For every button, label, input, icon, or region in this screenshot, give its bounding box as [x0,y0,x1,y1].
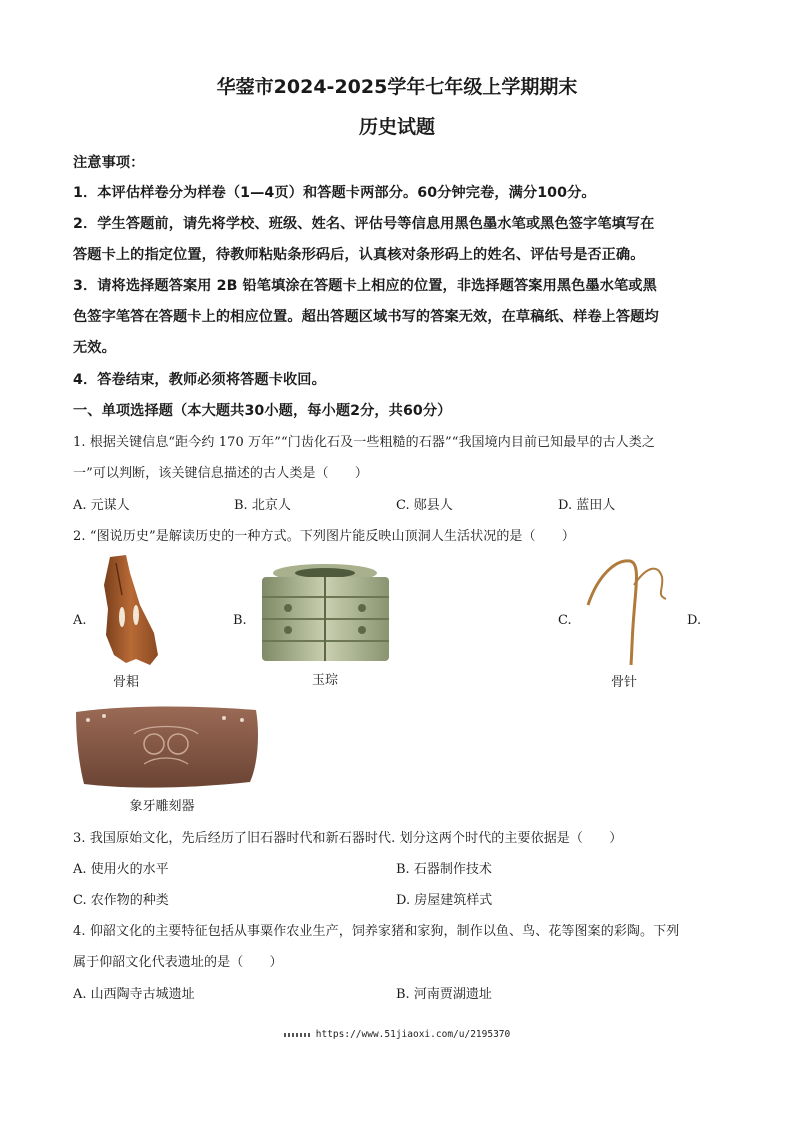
question-4-line-1: 4. 仰韶文化的主要特征包括从事粟作农业生产，饲养家猪和家狗，制作以鱼、鸟、花等图案的彩陶。下列 [73,924,680,939]
footer [0,1029,794,1040]
notes-item-3-line-1: 3．请将选择题答案用 2B 铅笔填涂在答题卡上相应的位置，非选择题答案用黑色墨水笔或黑 [73,278,657,294]
question-1-option-d: D. 蓝田人 [558,498,616,513]
question-4-option-a: A. 山西陶寺古城遗址 [73,987,195,1002]
notes-item-2-line-2: 答题卡上的指定位置，待教师粘贴条形码后，认真核对条形码上的姓名、评估号是否正确。 [73,247,645,263]
question-3-option-d: D. 房屋建筑样式 [396,893,493,908]
caption-jade-cong: 玉琮 [311,673,338,688]
notes-item-3-line-3: 无效。 [73,340,116,356]
footer-logo-icon [284,1033,310,1037]
question-2-label-a: A. [73,613,87,628]
notes-heading: 注意事项： [73,155,145,171]
question-2-line-1: 2. “图说历史”是解读历史的一种方式。下列图片能反映山顶洞人生活状况的是（ ） [73,529,575,544]
question-4-option-b: B. 河南贾湖遗址 [396,987,492,1002]
exam-title: 华蓥市2024-2025学年七年级上学期期末 [216,76,578,98]
ivory-carving-image [74,704,264,790]
question-1-line-2: 一”可以判断，该关键信息描述的古人类是（ ） [73,466,368,481]
caption-ivory-carving: 象牙雕刻器 [129,799,195,814]
question-3-line-1: 3. 我国原始文化，先后经历了旧石器时代和新石器时代. 划分这两个时代的主要依据是（ ） [73,831,623,846]
question-2-label-d: D. [687,613,702,628]
notes-item-4: 4．答卷结束，教师必须将答题卡收回。 [73,372,326,388]
section-heading: 一、单项选择题（本大题共30小题，每小题2分，共60分） [73,403,452,419]
bone-spade-image [96,555,162,667]
question-1-option-a: A. 元谋人 [73,498,130,513]
question-2-label-c: C. [558,613,572,628]
caption-bone-needle: 骨针 [610,675,637,690]
footer-url[interactable]: https://www.51jiaoxi.com/u/2195370 [315,1029,511,1040]
question-3-option-b: B. 石器制作技术 [396,862,492,877]
caption-bone-spade: 骨耜 [112,675,139,690]
question-1-option-c: C. 郧县人 [396,498,453,513]
exam-subtitle: 历史试题 [358,116,435,138]
question-4-line-2: 属于仰韶文化代表遗址的是（ ） [73,955,283,970]
jade-cong-image [258,561,393,666]
bone-needle-image [586,555,676,667]
notes-item-1: 1．本评估样卷分为样卷（1—4页）和答题卡两部分。60分钟完卷，满分100分。 [73,185,596,201]
question-2-label-b: B. [233,613,247,628]
notes-item-2-line-1: 2．学生答题前，请先将学校、班级、姓名、评估号等信息用黑色墨水笔或黑色签字笔填写在 [73,216,655,232]
notes-item-3-line-2: 色签字笔答在答题卡上的相应位置。超出答题区域书写的答案无效，在草稿纸、样卷上答题均 [73,309,659,325]
question-1-line-1: 1. 根据关键信息“距今约 170 万年”“门齿化石及一些粗糙的石器”“我国境内目前已知最早的古人类之 [73,435,655,450]
question-3-option-c: C. 农作物的种类 [73,893,169,908]
question-3-option-a: A. 使用火的水平 [73,862,169,877]
question-1-option-b: B. 北京人 [234,498,291,513]
